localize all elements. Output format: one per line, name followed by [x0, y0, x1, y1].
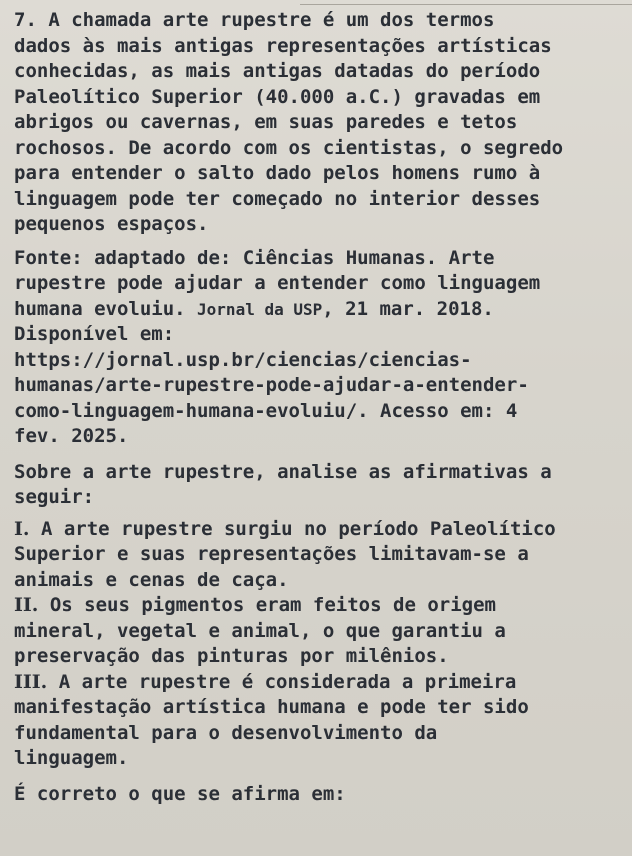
- statement-line: [14, 517, 622, 543]
- prompt-line: seguir:: [14, 486, 95, 508]
- question-line: rochosos. De acordo com os cientistas, o segredo: [14, 136, 564, 159]
- top-divider: [300, 4, 632, 5]
- statement-text: Os seus pigmentos eram feitos de origem: [38, 594, 496, 616]
- statement-line: linguagem.: [14, 747, 129, 769]
- source-line: [14, 297, 622, 323]
- question-line: abrigos ou cavernas, em suas paredes e tetos: [14, 111, 518, 133]
- statement-text: A arte rupestre é considerada a primeira: [47, 670, 517, 693]
- statement-ii: [14, 593, 622, 670]
- question-line: Paleolítico Superior (40.000 a.C.) gravadas em: [14, 85, 541, 108]
- source-text: , 21 mar. 2018.: [322, 297, 494, 320]
- statement-line: animais e cenas de caça.: [14, 568, 289, 591]
- final-line: É correto o que se afirma em:: [14, 782, 346, 805]
- statement-line: Superior e suas representações limitavam-se a: [14, 543, 529, 565]
- question-line: pequenos espaços.: [14, 213, 209, 235]
- statement-line: preservação das pinturas por milênios.: [14, 645, 449, 667]
- statement-iii: [14, 670, 622, 772]
- prompt-text: [14, 460, 622, 511]
- statement-line: manifestação artística humana e pode ter sido: [14, 696, 529, 718]
- statement-numeral: I.: [14, 517, 30, 540]
- source-line: rupestre pode ajudar a entender como linguagem: [14, 272, 541, 294]
- statement-numeral: II.: [14, 594, 39, 616]
- source-line: Disponível em:: [14, 323, 175, 345]
- journal-name: Jornal da USP: [197, 299, 323, 319]
- source-line: Fonte: adaptado de: Ciências Humanas. Arte: [14, 246, 495, 269]
- statement-line: [14, 670, 622, 696]
- statement-line: [14, 593, 622, 619]
- question-line: dados às mais antigas representações artísticas: [14, 34, 552, 57]
- source-url-line: como-linguagem-humana-evoluiu/. Acesso em: 4: [14, 399, 518, 422]
- question-line: linguagem pode ter começado no interior desses: [14, 187, 541, 210]
- statement-i: [14, 517, 622, 594]
- source-citation: [14, 246, 622, 450]
- question-line: 7. A chamada arte rupestre é um dos termos: [14, 9, 495, 31]
- question-statement: [14, 8, 622, 238]
- question-line: para entender o salto dado pelos homens rumo à: [14, 162, 541, 184]
- question-line: conhecidas, as mais antigas datadas do período: [14, 60, 541, 82]
- prompt-line: Sobre a arte rupestre, analise as afirmativas a: [14, 460, 552, 483]
- final-question: [14, 782, 622, 808]
- source-text: humana evoluiu.: [14, 297, 198, 320]
- statement-line: fundamental para o desenvolvimento da: [14, 721, 438, 744]
- statement-text: A arte rupestre surgiu no período Paleolítico: [29, 517, 556, 540]
- source-url-line: https://jornal.usp.br/ciencias/ciencias-: [14, 348, 472, 371]
- statement-numeral: III.: [14, 670, 48, 693]
- source-line: fev. 2025.: [14, 425, 129, 447]
- statement-line: mineral, vegetal e animal, o que garantiu a: [14, 619, 506, 642]
- source-url-line: humanas/arte-rupestre-pode-ajudar-a-entender-: [14, 374, 529, 396]
